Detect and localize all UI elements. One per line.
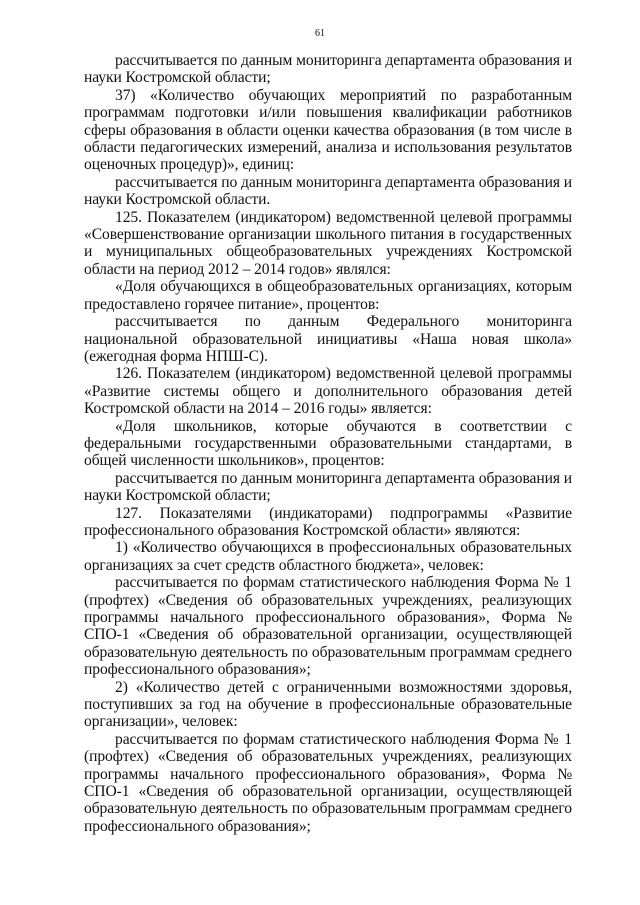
document-body [84,52,572,835]
paragraph-2: 37) «Количество обучающих мероприятий по разработанным программам подготовки и/или повышения квалификации работников сферы образования в области оценки качества образования (в том числе в области педагогических измерений, анализа и использования результатов оценочных процедур)», единиц: [84,86,572,174]
paragraph-5: «Доля обучающихся в общеобразовательных организациях, которым предоставлено горячее питание», процентов: [84,278,572,313]
paragraph-7: 126. Показателем (индикатором) ведомственной целевой программы «Развитие системы общего и дополнительного образования детей Костромской области на 2014 – 2016 годы» является: [84,365,572,418]
paragraph-12: рассчитывается по формам статистического наблюдения Форма № 1 (профтех) «Сведения об образовательных учреждениях, реализующих программы начального профессионального образования», Форма № СПО-1 «Сведения об образовательной организации, осуществляющей образовательную деятельность по образовательным программам среднего профессионального образования»; [84,574,572,679]
paragraph-11: 1) «Количество обучающихся в профессиональных образовательных организациях за счет средств областного бюджета», человек: [84,539,572,574]
paragraph-9: рассчитывается по данным мониторинга департамента образования и науки Костромской области; [84,469,572,505]
page-number: 61 [315,28,325,39]
paragraph-3: рассчитывается по данным мониторинга департамента образования и науки Костромской области. [84,173,572,209]
paragraph-6: рассчитывается по данным Федерального мониторинга национальной образовательной инициативы «Наша новая школа» (ежегодная форма НПШ-С). [84,313,572,365]
paragraph-10: 127. Показателями (индикаторами) подпрограммы «Развитие профессионального образования Костромской области» являются: [84,504,572,539]
paragraph-14: рассчитывается по формам статистического наблюдения Форма № 1 (профтех) «Сведения об образовательных учреждениях, реализующих программы начального профессионального образования», Форма № СПО-1 «Сведения об образовательной организации, осуществляющей образовательную деятельность по образовательным программам среднего профессионального образования»; [84,730,572,835]
paragraph-13: 2) «Количество детей с ограниченными возможностями здоровья, поступивших за год на обучение в профессиональные образовательные организации», человек: [84,678,572,731]
paragraph-4: 125. Показателем (индикатором) ведомственной целевой программы «Совершенствование организации школьного питания в государственных и муниципальных общеобразовательных учреждениях Костромской области на период 2012 – 2014 годов» являлся: [84,208,572,278]
paragraph-8: «Доля школьников, которые обучаются в соответствии с федеральными государственными образовательными стандартами, в общей численности школьников», процентов: [84,417,572,470]
paragraph-1: рассчитывается по данным мониторинга департамента образования и науки Костромской области; [84,52,572,87]
